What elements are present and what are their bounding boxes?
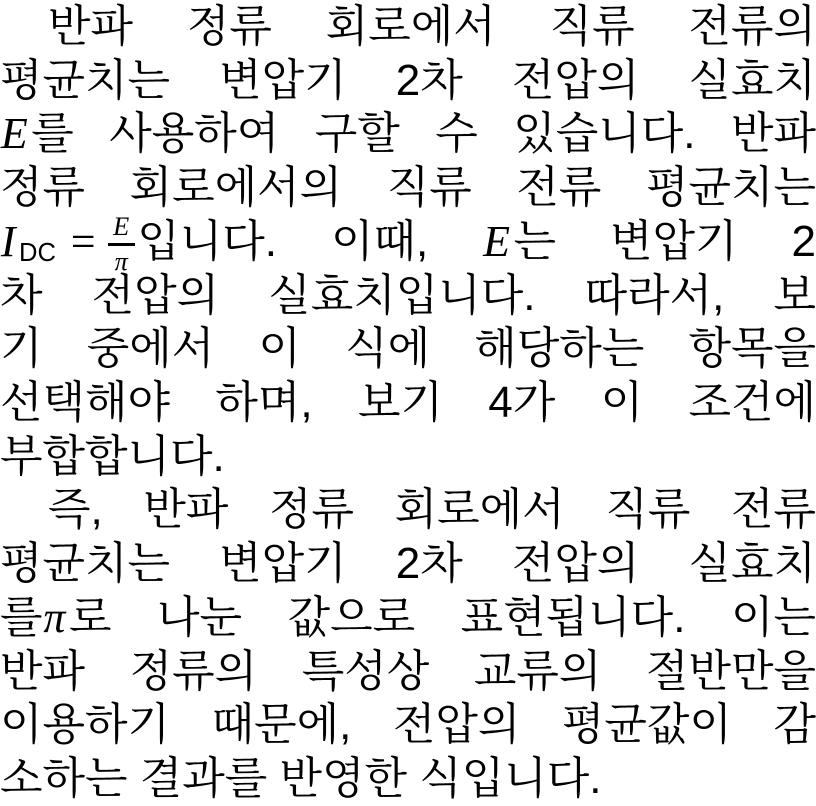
line-text: 반파 정류 회로에서 직류 전류의 <box>48 2 816 51</box>
text-line <box>0 0 816 54</box>
fraction-numerator: E <box>108 212 135 246</box>
line-text: 는 변압기 2 <box>513 216 816 266</box>
math-var-I: I <box>0 216 16 266</box>
line-text: 를 <box>0 592 43 642</box>
line-text: 로 나눈 값으로 표현됩니다. 이는 <box>68 592 816 642</box>
text-line <box>0 483 816 537</box>
line-text: 소하는 결과를 반영한 식입니다. <box>0 754 602 804</box>
text-line <box>0 269 816 323</box>
text-line <box>0 322 816 376</box>
line-text: 평균치는 변압기 2차 전압의 실효치 <box>0 539 816 589</box>
line-text: 반파 정류의 특성상 교류의 절반만을 <box>0 646 816 696</box>
line-text: 를 사용하여 구할 수 있습니다. 반파 <box>31 109 816 159</box>
math-var-pi: π <box>43 592 66 642</box>
text-line <box>0 591 816 645</box>
fraction-denominator: π <box>114 246 128 277</box>
line-text: 즉, 반파 정류 회로에서 직류 전류 <box>48 485 816 535</box>
line-text: 선택해야 하며, 보기 4가 이 조건에 <box>0 378 816 428</box>
line-text: 이용하기 때문에, 전압의 평균값이 감 <box>0 700 816 750</box>
text-line <box>0 752 816 806</box>
line-text: 부합합니다. <box>0 431 225 481</box>
text-line <box>0 430 816 484</box>
line-text: 차 전압의 실효치입니다. 따라서, 보 <box>0 270 816 320</box>
fraction-E-over-pi <box>108 212 135 277</box>
text-line <box>0 161 816 215</box>
text-line <box>0 698 816 752</box>
text-line <box>0 645 816 699</box>
math-var-E: E <box>483 216 510 266</box>
line-text: 기 중에서 이 식에 해당하는 항목을 <box>0 324 816 374</box>
line-text: 평균치는 변압기 2차 전압의 실효치 <box>0 55 816 105</box>
text-line <box>0 54 816 108</box>
text-line <box>0 537 816 591</box>
math-var-E: E <box>0 109 28 159</box>
text-line <box>0 107 816 161</box>
line-text: 입니다. 이때, <box>137 216 483 266</box>
line-text: 정류 회로에서의 직류 전류 평균치는 <box>0 163 816 213</box>
text-line <box>0 376 816 430</box>
equals-sign: = <box>70 216 96 266</box>
math-subscript-DC: DC <box>19 239 56 268</box>
formula-line <box>0 210 816 277</box>
